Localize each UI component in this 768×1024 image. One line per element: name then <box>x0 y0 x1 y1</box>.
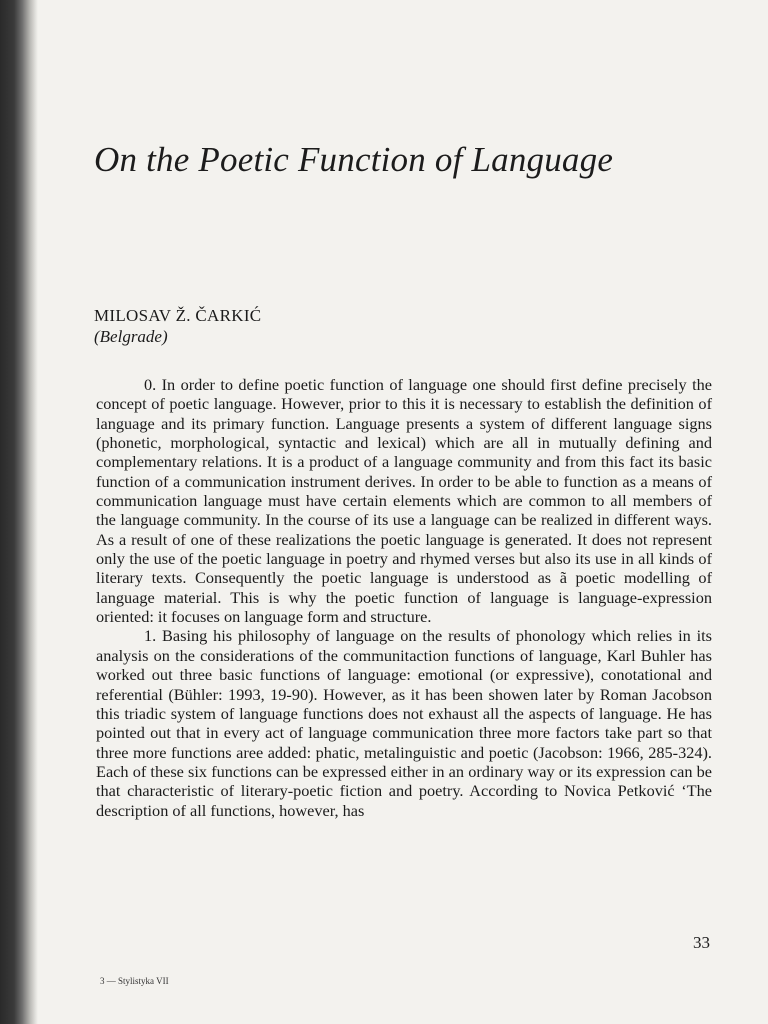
paragraph-0: 0. In order to define poetic function of language one should first define precisely the concept of poetic language. However, prior to this it is necessary to establish the definition of language and its primary function. Language presents a system of different language signs (phonetic, morphological, syntactic and lexical) which are all in mutually defining and complementary relations. It is a product of a language community and from this fact its basic function of a communication instrument derives. In order to be able to function as a means of communication language must have certain elements which are common to all members of the language community. In the course of its use a language can be realized in different ways. As a result of one of these realizations the poetic language is generated. It does not represent only the use of the poetic language in poetry and rhymed verses but also its use in all kinds of literary texts. Consequently the poetic language is understood as ã poetic modelling of language material. This is why the poetic function of language is language-expression oriented: it focuses on language form and structure. <box>96 375 712 627</box>
paragraph-1: 1. Basing his philosophy of language on the results of phonology which relies in its analysis on the considerations of the communitaction functions of language, Karl Buhler has worked out three basic functions of language: emotional (or expressive), conotational and referential (Bühler: 1993, 19-90). However, as it has been showen later by Roman Jacobson this triadic system of language functions does not exhaust all the aspects of language. He has pointed out that in every act of language communication three more factors take part so that three more functions aree added: phatic, metalinguistic and poetic (Jacobson: 1966, 285-324). Each of these six functions can be expressed either in an ordinary way or its expression can be that characteristic of literary-poetic fiction and poetry. According to Novica Petković ‘The description of all functions, however, has <box>96 626 712 820</box>
printer-signature: 3 — Stylistyka VII <box>100 976 169 986</box>
page-number: 33 <box>693 933 710 952</box>
author-affiliation: (Belgrade) <box>94 327 168 346</box>
author-name: MILOSAV Ž. ČARKIĆ <box>94 306 262 325</box>
article-title: On the Poetic Function of Language <box>94 140 614 179</box>
article-body <box>96 375 712 820</box>
